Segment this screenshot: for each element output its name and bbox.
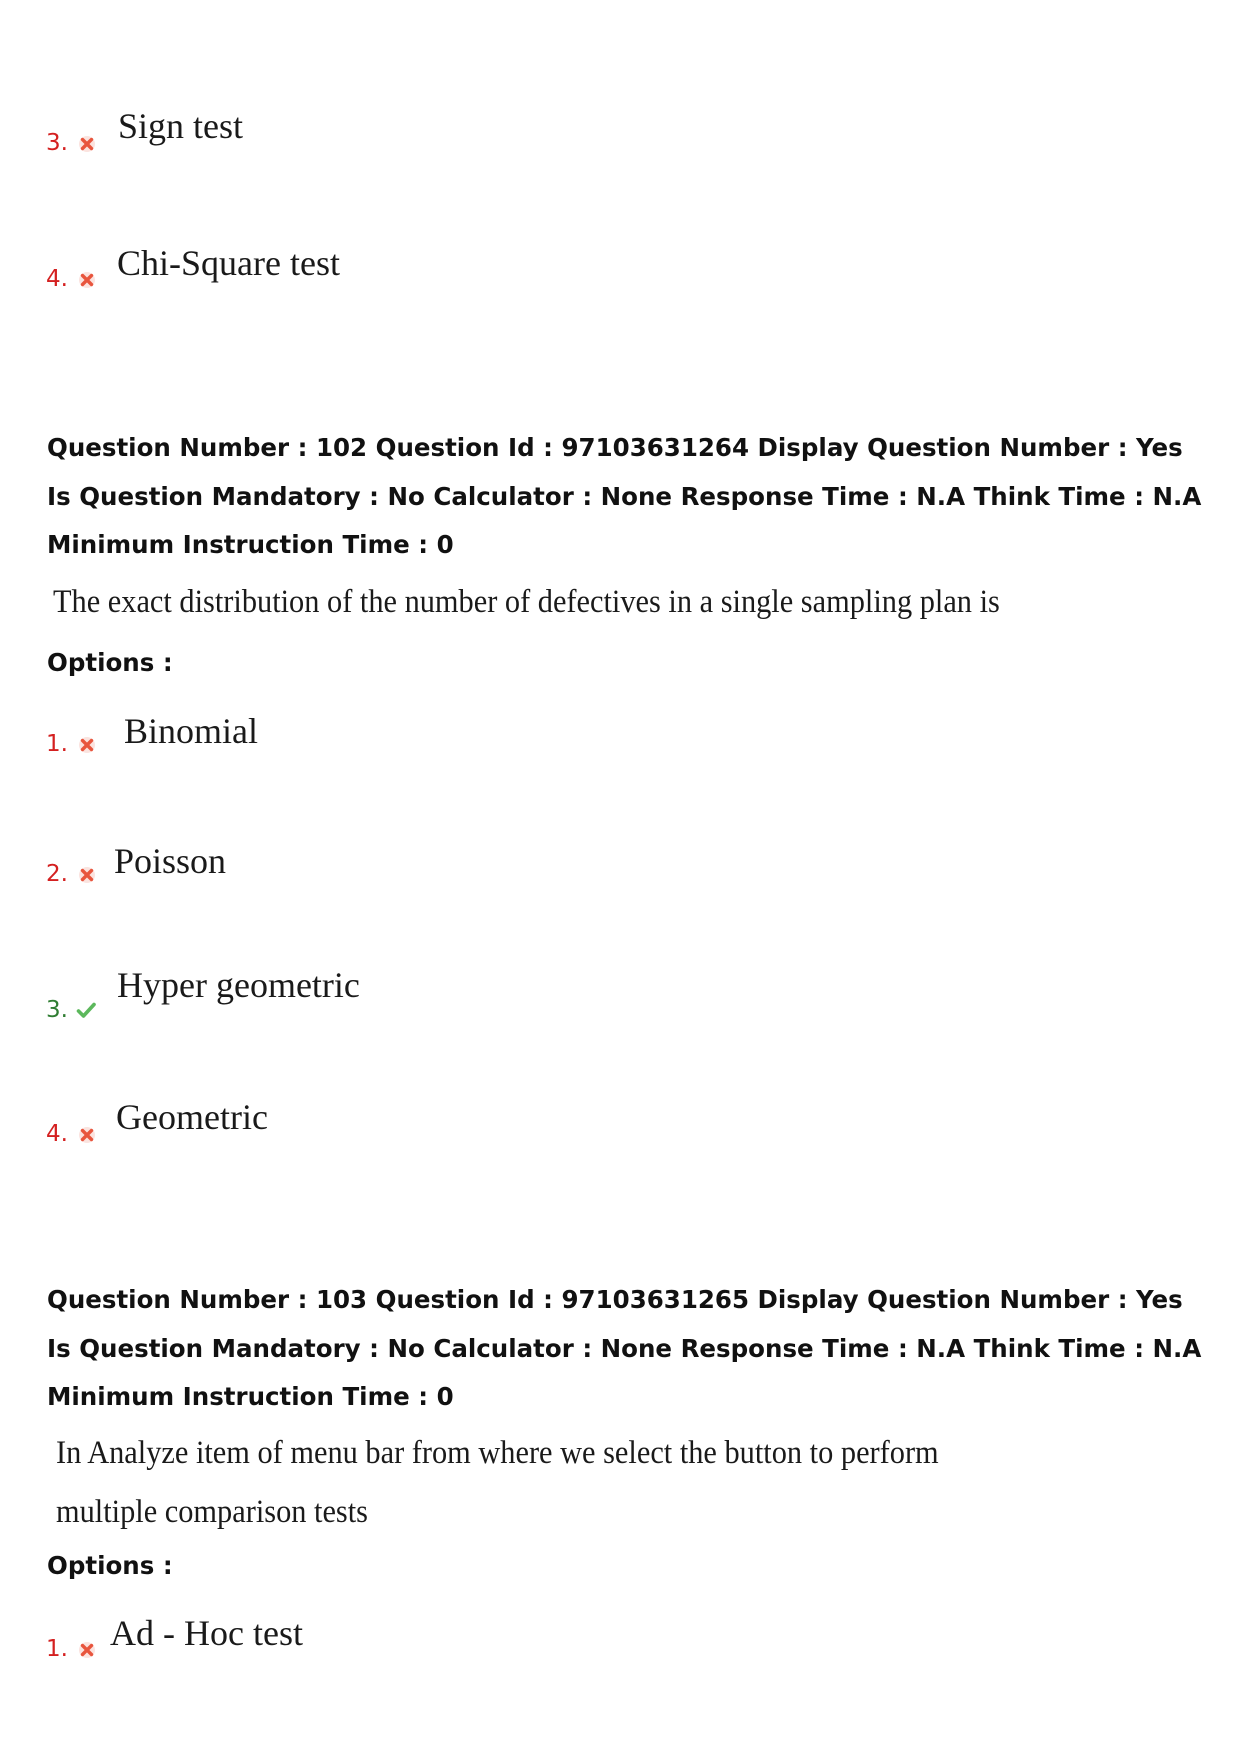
cross-icon	[77, 270, 97, 290]
cross-icon	[77, 1640, 97, 1660]
option-text: Ad - Hoc test	[110, 1613, 303, 1653]
option-text: Chi-Square test	[117, 243, 340, 283]
option-number: 3.	[46, 997, 68, 1023]
option-number: 4.	[46, 1121, 68, 1147]
check-icon	[76, 1000, 96, 1020]
option-number: 1.	[46, 731, 68, 757]
option-text: Geometric	[116, 1097, 268, 1137]
question-text: The exact distribution of the number of defectives in a single sampling plan is	[53, 584, 1000, 620]
option-text: Binomial	[124, 711, 258, 751]
option-number: 1.	[46, 1636, 68, 1662]
option-text: Sign test	[118, 106, 244, 146]
options-label: Options :	[47, 648, 173, 677]
cross-icon	[77, 1125, 97, 1145]
question-header: Question Number : 102 Question Id : 97103631264 Display Question Number : Yes Is Question Mandatory : No Calculator : None Response Time : N.A Think Time : N.A Minimum Instruction Time : 0	[47, 433, 1202, 559]
cross-icon	[77, 865, 97, 885]
option-number: 3.	[46, 130, 68, 156]
question-text-line-2: multiple comparison tests	[56, 1494, 368, 1530]
option-number: 2.	[46, 861, 68, 887]
question-header: Question Number : 103 Question Id : 97103631265 Display Question Number : Yes Is Question Mandatory : No Calculator : None Response Time : N.A Think Time : N.A Minimum Instruction Time : 0	[47, 1285, 1202, 1411]
cross-icon	[77, 735, 97, 755]
options-label: Options :	[47, 1551, 173, 1580]
question-text-line-1: In Analyze item of menu bar from where we select the button to perform	[56, 1435, 939, 1471]
cross-icon	[77, 134, 97, 154]
option-text: Hyper geometric	[117, 965, 360, 1005]
option-number: 4.	[46, 266, 68, 292]
option-text: Poisson	[114, 841, 227, 881]
